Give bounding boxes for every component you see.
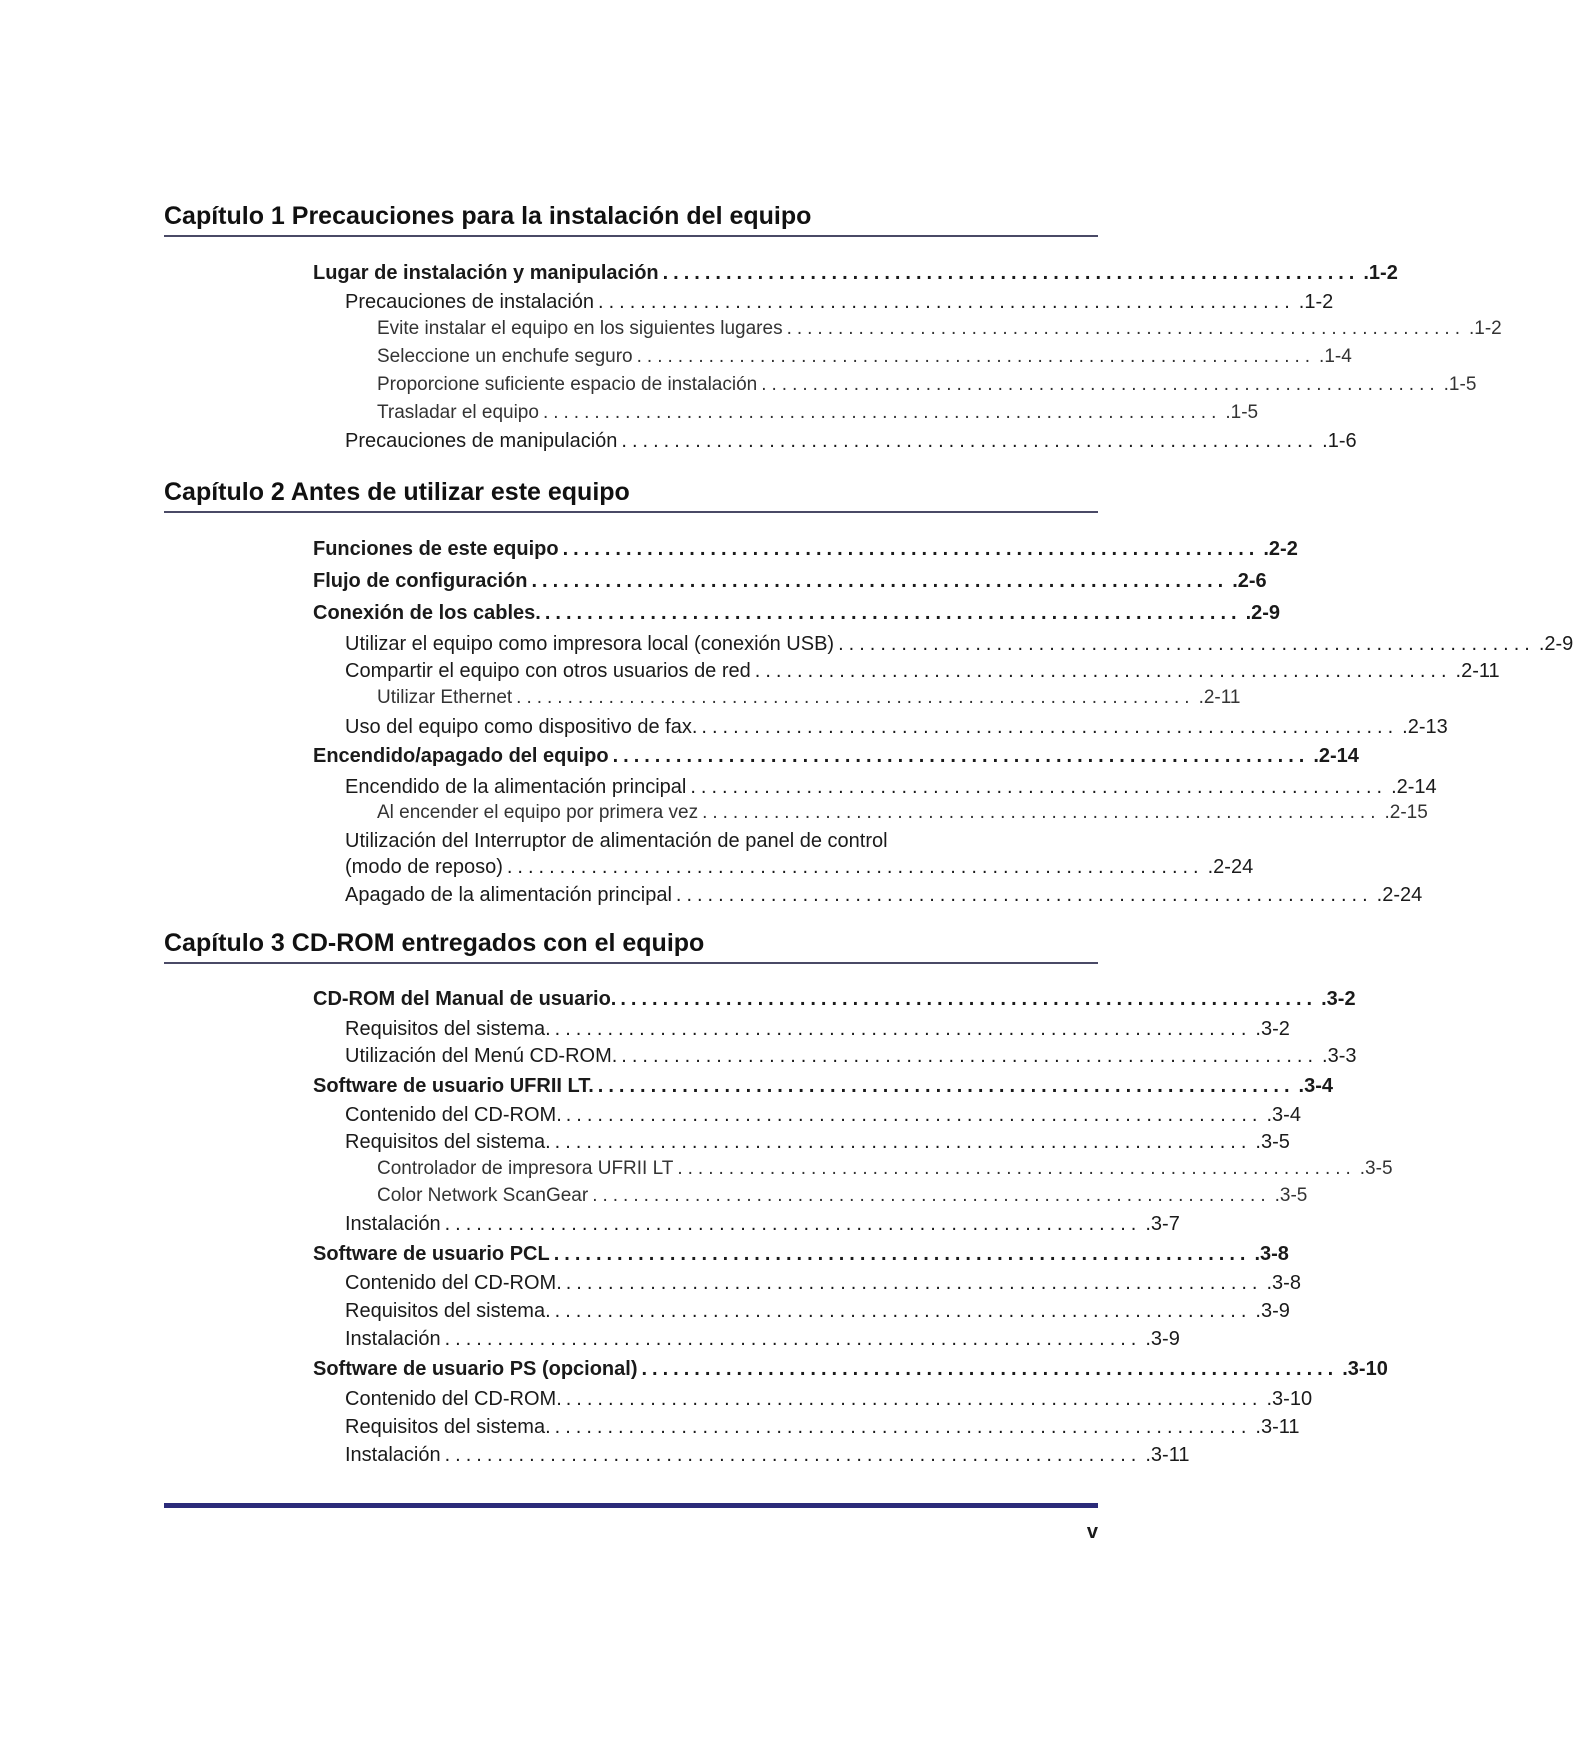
toc-entry-page: .3-9 <box>1145 1328 1180 1350</box>
dot-leader: .................................................................. <box>592 1185 1271 1206</box>
toc-entry[interactable] <box>345 1444 1190 1467</box>
dot-leader: .................................................................. <box>444 1328 1142 1350</box>
toc-entry[interactable] <box>345 1328 1180 1351</box>
toc-entry-page: .2-13 <box>1402 716 1448 738</box>
dot-leader: .................................................................. <box>838 633 1535 655</box>
toc-entry[interactable] <box>345 776 1437 799</box>
dot-leader: .................................................................. <box>621 430 1319 452</box>
toc-entry[interactable] <box>377 346 1352 368</box>
toc-entry[interactable] <box>345 1045 1357 1068</box>
toc-entry-label: Apagado de la alimentación principal <box>345 884 672 906</box>
toc-entry-page: .2-9 <box>1245 602 1281 624</box>
dot-leader: .................................................................. <box>531 570 1229 592</box>
toc-entry[interactable] <box>345 1272 1301 1295</box>
toc-entry[interactable] <box>377 687 1241 709</box>
toc-entry-page: .2-6 <box>1232 570 1267 592</box>
toc-entry-label: Requisitos del sistema. <box>345 1300 551 1322</box>
toc-entry-label: Software de usuario PS (opcional) <box>313 1358 638 1380</box>
dot-leader: .................................................................. <box>553 1243 1251 1265</box>
toc-entry-page: .3-5 <box>1274 1185 1308 1206</box>
toc-entry-page: .1-4 <box>1319 346 1352 367</box>
toc-entry-label: Compartir el equipo con otros usuarios de red <box>345 660 751 682</box>
dot-leader: .................................................................. <box>544 602 1242 624</box>
toc-entry-page: .3-5 <box>1359 1158 1393 1179</box>
toc-entry-page: .3-9 <box>1255 1300 1290 1322</box>
chapter-3-heading <box>164 928 1098 964</box>
toc-entry-page: .1-2 <box>1468 318 1502 339</box>
toc-entry[interactable] <box>345 1104 1301 1127</box>
toc-entry-page: .1-2 <box>1363 262 1398 284</box>
chapter-title: Capítulo 2 Antes de utilizar este equipo <box>164 478 630 506</box>
toc-entry-label: Al encender el equipo por primera vez <box>377 802 699 823</box>
toc-entry-label: Flujo de configuración <box>313 570 528 592</box>
toc-entry[interactable] <box>345 884 1423 907</box>
toc-entry-page: .3-11 <box>1145 1444 1190 1466</box>
dot-leader: .................................................................. <box>565 1272 1263 1294</box>
dot-leader: .................................................................. <box>701 716 1399 738</box>
toc-entry[interactable] <box>313 988 1356 1011</box>
toc-entry[interactable] <box>313 1243 1289 1266</box>
dot-leader: .................................................................. <box>542 402 1222 423</box>
toc-entry-label: Instalación <box>345 1213 441 1235</box>
toc-entry-label: Software de usuario UFRII LT. <box>313 1075 594 1097</box>
toc-entry-page: .2-11 <box>1455 660 1500 682</box>
toc-entry-label: Contenido del CD-ROM. <box>345 1388 562 1410</box>
toc-entry-page: .2-14 <box>1313 745 1359 767</box>
toc-entry-page: .1-6 <box>1322 430 1357 452</box>
footer-rule <box>164 1503 1098 1508</box>
dot-leader: .................................................................. <box>786 318 1465 339</box>
dot-leader: .................................................................. <box>702 802 1381 823</box>
toc-entry[interactable] <box>377 374 1477 396</box>
chapter-title: Capítulo 3 CD-ROM entregados con el equipo <box>164 929 705 957</box>
dot-leader: .................................................................. <box>598 291 1295 313</box>
dot-leader: .................................................................. <box>562 538 1260 560</box>
toc-entry[interactable] <box>345 1388 1313 1411</box>
toc-entry-page: .2-2 <box>1263 538 1298 560</box>
dot-leader: .................................................................. <box>444 1213 1142 1235</box>
toc-entry-page: .3-10 <box>1266 1388 1313 1410</box>
toc-entry-label: Utilizar el equipo como impresora local (conexión USB) <box>345 633 835 655</box>
dot-leader: .................................................................. <box>516 687 1195 708</box>
toc-entry-label: Trasladar el equipo <box>377 402 539 423</box>
toc-entry-page: .2-24 <box>1207 856 1254 878</box>
toc-entry[interactable] <box>313 1358 1388 1381</box>
toc-entry-page: .3-7 <box>1145 1213 1180 1235</box>
toc-entry[interactable] <box>377 1185 1308 1207</box>
toc-entry-label: Utilizar Ethernet <box>377 687 513 708</box>
chapter-2-heading <box>164 477 1098 513</box>
toc-entry-label: Controlador de impresora UFRII LT <box>377 1158 674 1179</box>
chapter-rule <box>164 235 1098 237</box>
toc-entry-label: Requisitos del sistema. <box>345 1131 551 1153</box>
dot-leader: .................................................................. <box>621 1045 1319 1067</box>
chapter-rule <box>164 511 1098 513</box>
toc-entry-page: .3-8 <box>1266 1272 1301 1294</box>
toc-entry-page: .3-11 <box>1255 1416 1300 1438</box>
toc-entry-page: .2-9 <box>1538 633 1573 655</box>
dot-leader: .................................................................. <box>444 1444 1142 1466</box>
toc-entry-page: .2-24 <box>1376 884 1423 906</box>
toc-entry-label: Conexión de los cables. <box>313 602 541 624</box>
dot-leader: .................................................................. <box>565 1388 1263 1410</box>
toc-entry-label: Software de usuario PCL <box>313 1243 550 1265</box>
toc-entry-page: .3-5 <box>1255 1131 1290 1153</box>
dot-leader: .................................................................. <box>636 346 1316 367</box>
dot-leader: .................................................................. <box>506 856 1204 878</box>
dot-leader: .................................................................. <box>612 745 1310 767</box>
toc-entry-label: Seleccione un enchufe seguro <box>377 346 633 367</box>
toc-entry-label: Evite instalar el equipo en los siguientes lugares <box>377 318 783 339</box>
toc-entry[interactable] <box>345 291 1334 314</box>
toc-entry-page: .3-4 <box>1298 1075 1333 1097</box>
toc-entry[interactable] <box>313 538 1298 561</box>
toc-entry[interactable] <box>313 602 1281 625</box>
dot-leader: .................................................................. <box>554 1018 1252 1040</box>
toc-entry[interactable] <box>345 1131 1290 1154</box>
toc-entry[interactable] <box>345 1416 1300 1439</box>
toc-entry-label: Encendido/apagado del equipo <box>313 745 609 767</box>
toc-entry-page: .2-14 <box>1391 776 1437 798</box>
toc-entry-label: CD-ROM del Manual de usuario. <box>313 988 617 1010</box>
toc-entry-label: Instalación <box>345 1328 441 1350</box>
toc-entry[interactable] <box>345 1018 1290 1041</box>
toc-entry-label: Requisitos del sistema. <box>345 1416 551 1438</box>
toc-entry-page: .3-4 <box>1266 1104 1301 1126</box>
toc-entry-page: .1-5 <box>1225 402 1259 423</box>
toc-entry-label: Instalación <box>345 1444 441 1466</box>
toc-entry-page: .1-2 <box>1298 291 1334 313</box>
toc-entry-label: Requisitos del sistema. <box>345 1018 551 1040</box>
toc-entry[interactable] <box>345 633 1573 656</box>
toc-entry-label: Color Network ScanGear <box>377 1185 589 1206</box>
toc-entry-label: Lugar de instalación y manipulación <box>313 262 659 284</box>
toc-entry-page: .3-8 <box>1254 1243 1289 1265</box>
page-number: v <box>1086 1521 1098 1543</box>
dot-leader: .................................................................. <box>597 1075 1295 1097</box>
toc-entry-page: .3-10 <box>1342 1358 1388 1380</box>
toc-entry-label: Funciones de este equipo <box>313 538 559 560</box>
dot-leader: .................................................................. <box>690 776 1388 798</box>
toc-entry[interactable] <box>345 856 1254 879</box>
toc-entry-label[interactable]: Utilización del Interruptor de alimentación de panel de control <box>345 830 888 852</box>
toc-entry[interactable] <box>345 660 1500 683</box>
toc-entry-page: .2-11 <box>1198 687 1241 708</box>
toc-entry-label: Proporcione suficiente espacio de instalación <box>377 374 758 395</box>
toc-entry[interactable] <box>345 430 1357 453</box>
dot-leader: .................................................................. <box>675 884 1373 906</box>
toc-entry-label: Contenido del CD-ROM. <box>345 1272 562 1294</box>
toc-entry[interactable] <box>345 1300 1290 1323</box>
chapter-title: Capítulo 1 Precauciones para la instalación del equipo <box>164 202 812 230</box>
toc-entry-label: Uso del equipo como dispositivo de fax. <box>345 716 698 738</box>
toc-entry[interactable] <box>345 716 1448 739</box>
toc-entry[interactable] <box>313 570 1267 593</box>
toc-entry[interactable] <box>313 745 1359 768</box>
toc-entry[interactable] <box>377 402 1259 424</box>
dot-leader: .................................................................. <box>662 262 1360 284</box>
toc-entry[interactable] <box>377 802 1428 824</box>
dot-leader: .................................................................. <box>677 1158 1356 1179</box>
toc-entry-continuation: (modo de reposo) <box>345 856 503 878</box>
toc-entry-label: Precauciones de manipulación <box>345 430 618 452</box>
toc-entry[interactable] <box>313 1075 1333 1098</box>
toc-entry-page: .3-2 <box>1321 988 1356 1010</box>
dot-leader: .................................................................. <box>620 988 1318 1010</box>
toc-entry-label: Utilización del Menú CD-ROM. <box>345 1045 618 1067</box>
toc-entry-label: Encendido de la alimentación principal <box>345 776 687 798</box>
dot-leader: .................................................................. <box>754 660 1452 682</box>
dot-leader: .................................................................. <box>641 1358 1339 1380</box>
toc-entry-page: .2-15 <box>1384 802 1428 823</box>
dot-leader: .................................................................. <box>554 1416 1252 1438</box>
toc-entry[interactable] <box>377 1158 1393 1180</box>
dot-leader: .................................................................. <box>554 1131 1252 1153</box>
toc-entry-page: .3-3 <box>1322 1045 1357 1067</box>
toc-entry-label: Contenido del CD-ROM. <box>345 1104 562 1126</box>
toc-entry[interactable] <box>345 1213 1180 1236</box>
toc-entry-label: Precauciones de instalación <box>345 291 595 313</box>
toc-entry[interactable] <box>377 318 1502 340</box>
toc-entry-page: .3-2 <box>1255 1018 1290 1040</box>
chapter-rule <box>164 962 1098 964</box>
dot-leader: .................................................................. <box>554 1300 1252 1322</box>
toc-entry-page: .1-5 <box>1443 374 1477 395</box>
chapter-1-heading <box>164 201 1098 237</box>
dot-leader: .................................................................. <box>761 374 1440 395</box>
dot-leader: .................................................................. <box>565 1104 1263 1126</box>
toc-entry[interactable] <box>313 262 1398 285</box>
